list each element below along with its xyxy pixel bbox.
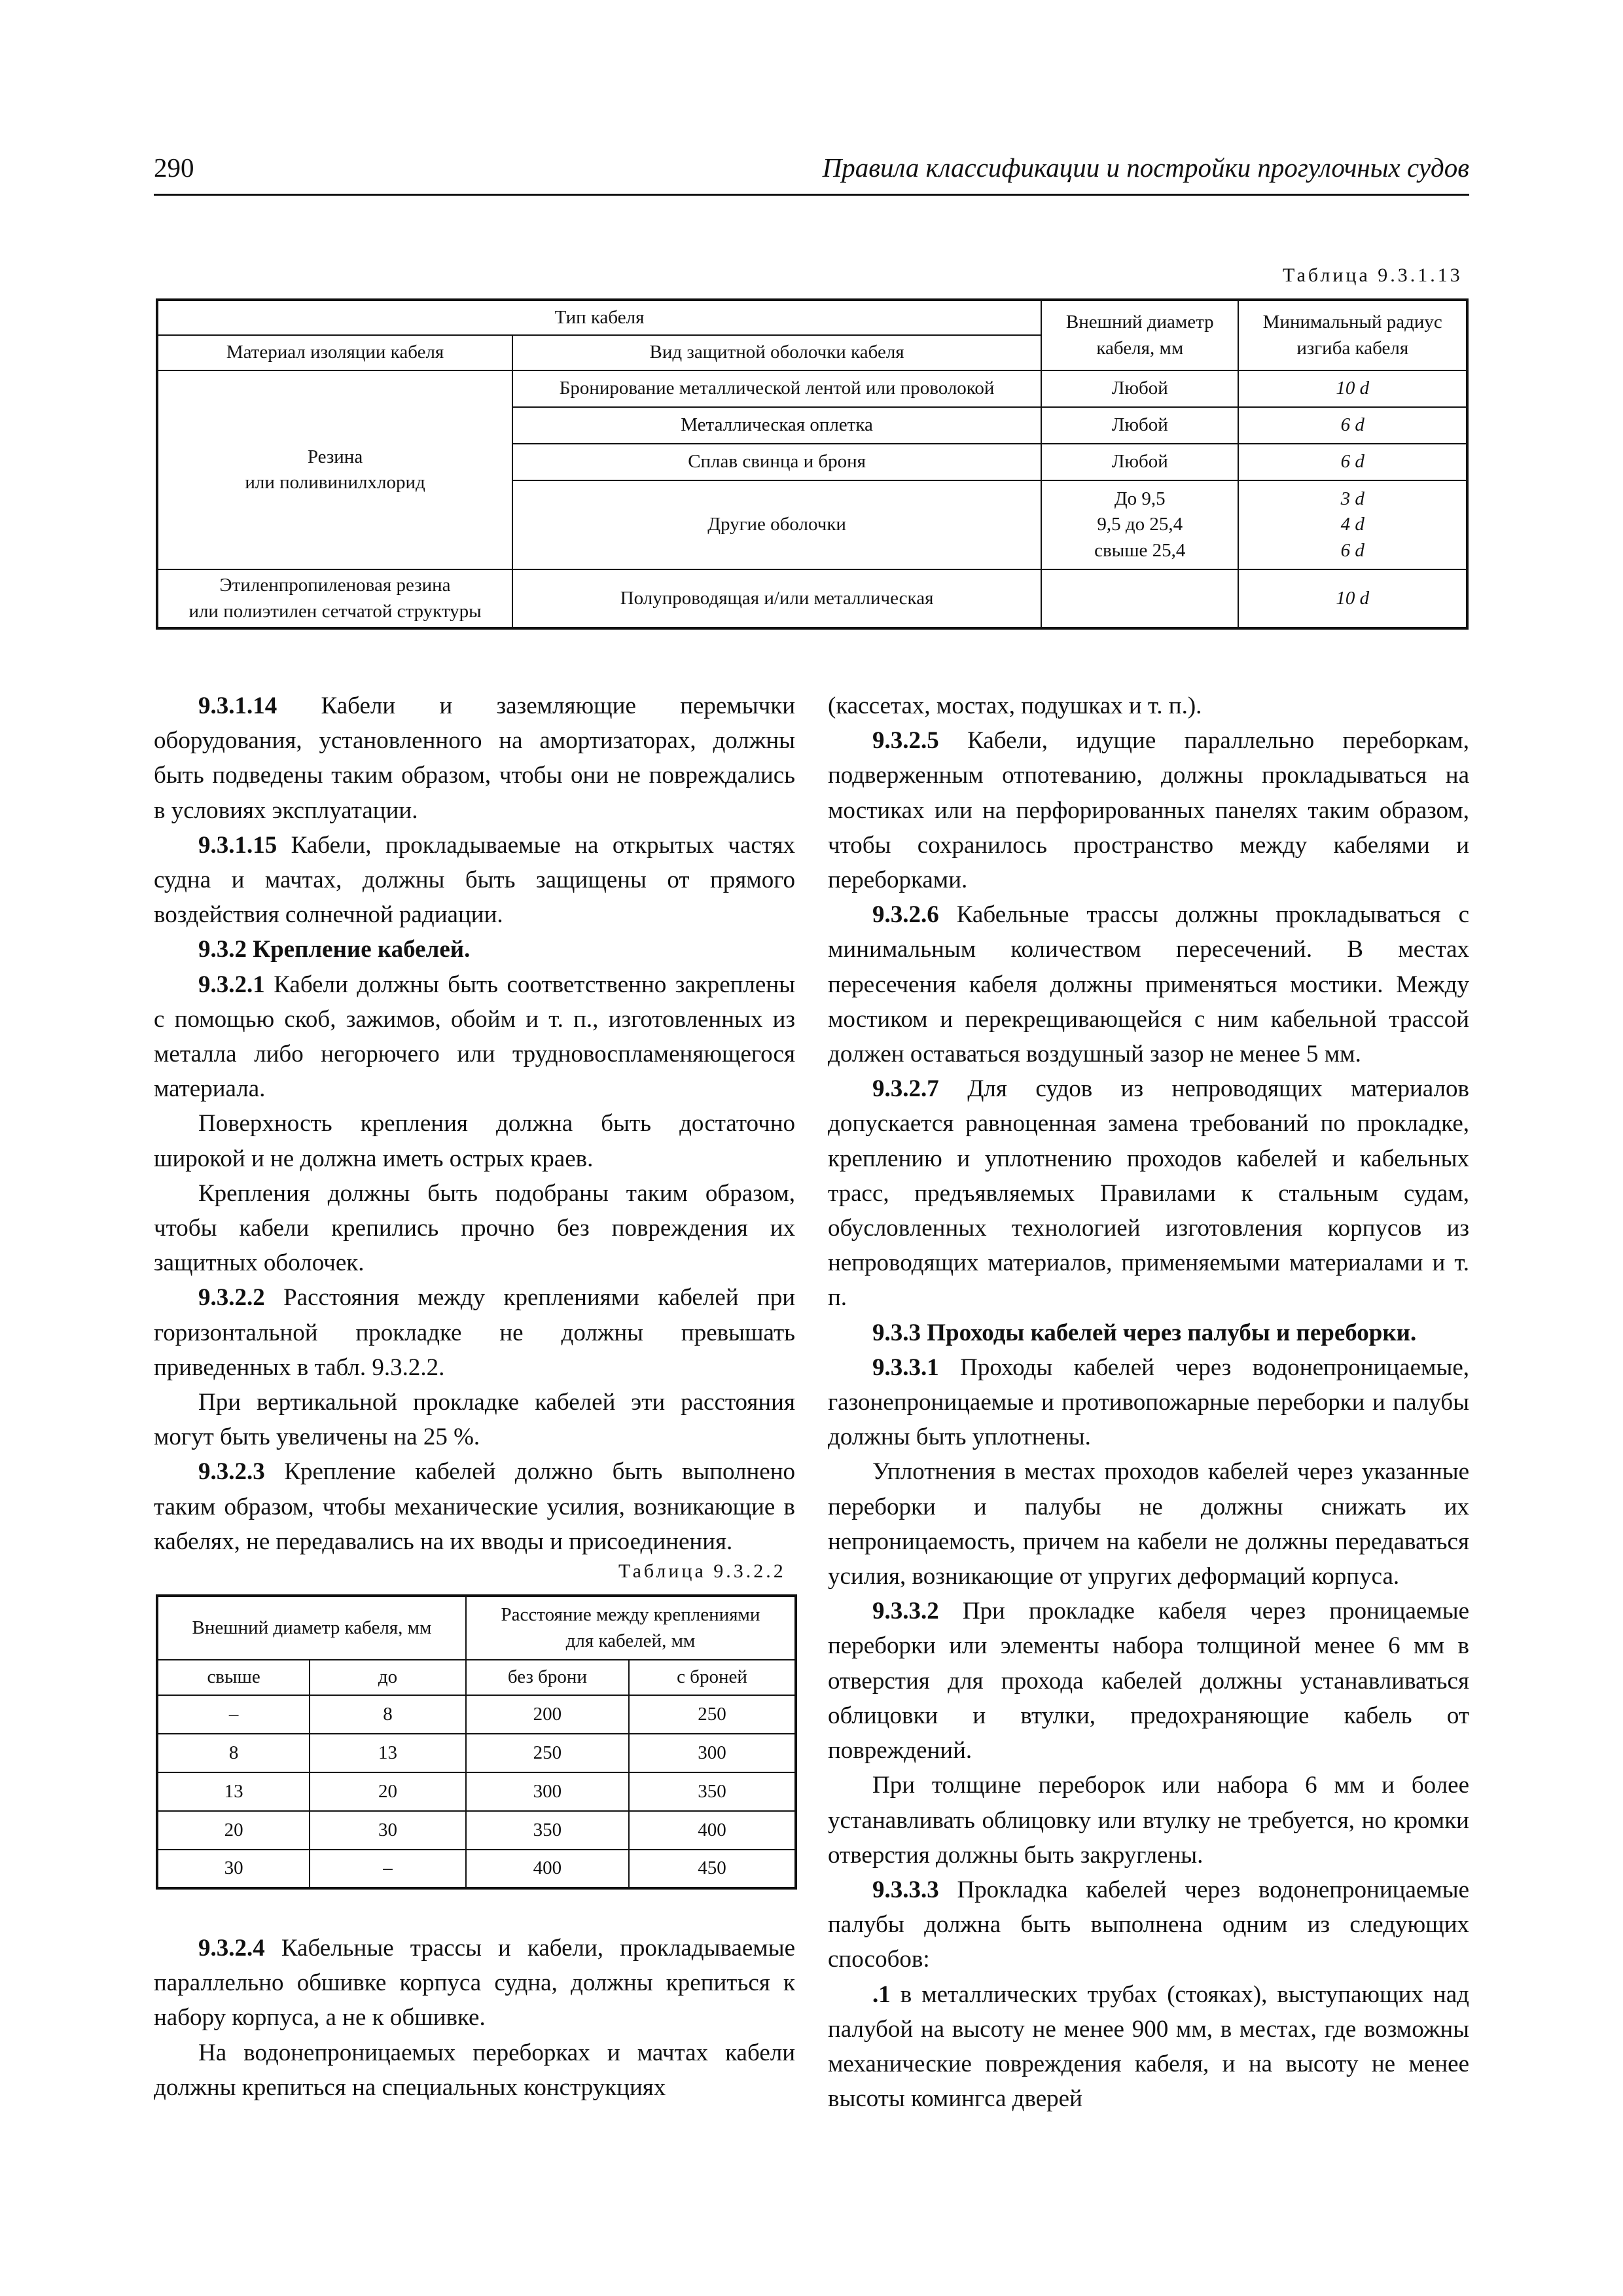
cable-bend-radius-table — [156, 298, 1469, 630]
table-cell: 10 d — [1238, 569, 1467, 628]
table-cell: 6 d — [1238, 444, 1467, 480]
table-cell: Сплав свинца и броня — [512, 444, 1041, 480]
running-title: Правила классификации и постройки прогулочных судов — [822, 152, 1469, 183]
paragraph: Крепления должны быть подобраны таким образом, чтобы кабели крепились прочно без повреждения их защитных оболочек. — [154, 1179, 795, 1277]
table-header-cell: Внешний диаметр кабеля, мм — [1041, 300, 1238, 370]
paragraph: 9.3.2.3 Крепление кабелей должно быть выполнено таким образом, чтобы механические усилия, возникающие в кабелях, не передавались на их вводы и присоединения. — [154, 1458, 795, 1555]
page-number: 290 — [154, 152, 194, 183]
paragraph: Уплотнения в местах проходов кабелей через указанные переборки и палубы не должны снижать их непроницаемость, причем на кабели не должны передаваться усилия, возникающие от упругих деформаций корпуса. — [828, 1458, 1469, 1590]
table-caption: Таблица 9.3.2.2 — [618, 1560, 786, 1582]
paragraph: 9.3.1.15 Кабели, прокладываемые на открытых частях судна и мачтах, должны быть защищены от прямого воздействия солнечной радиации. — [154, 831, 795, 929]
fastening-distance-table — [156, 1594, 797, 1890]
table-header-cell: Расстояние между креплениями для кабелей, мм — [466, 1596, 796, 1660]
paragraph: На водонепроницаемых переборках и мачтах кабели должны крепиться на специальных конструкциях — [154, 2039, 795, 2101]
table-cell: Другие оболочки — [512, 480, 1041, 569]
table-cell: 3 d 4 d 6 d — [1238, 480, 1467, 569]
table-cell-material: Этиленпропиленовая резина или полиэтилен сетчатой структуры — [157, 569, 512, 628]
paragraph: 9.3.2.5 Кабели, идущие параллельно переборкам, подверженным отпотеванию, должны прокладываться на мостиках или на перфорированных панелях таким образом, чтобы сохранилось пространство между кабелями и переборками. — [828, 727, 1469, 894]
right-column — [828, 689, 1469, 2116]
table-row: 30 – 400 450 — [157, 1850, 796, 1888]
list-item: .1 в металлических трубах (стояках), выступающих над палубой на высоту не менее 900 мм, в местах, где возможны механические повреждения кабеля, и на высоту не менее высоты комингса дверей — [828, 1981, 1469, 2113]
paragraph: 9.3.2.2 Расстояния между креплениями кабелей при горизонтальной прокладке не должны превышать приведенных в табл. 9.3.2.2. — [154, 1284, 795, 1381]
paragraph: (кассетах, мостах, подушках и т. п.). — [828, 692, 1202, 719]
table-header-cell: Материал изоляции кабеля — [157, 335, 512, 370]
table-cell: Полупроводящая и/или металлическая — [512, 569, 1041, 628]
table-caption: Таблица 9.3.1.13 — [1283, 264, 1463, 286]
paragraph: 9.3.3.3 Прокладка кабелей через водонепроницаемые палубы должна быть выполнена одним из следующих способов: — [828, 1876, 1469, 1973]
table-cell: Любой — [1041, 407, 1238, 444]
paragraph: 9.3.2.1 Кабели должны быть соответственно закреплены с помощью скоб, зажимов, обойм и т. п., изготовленных из металла либо негорючего или трудновоспламеняющегося материала. — [154, 971, 795, 1103]
table-cell — [1041, 569, 1238, 628]
paragraph: При вертикальной прокладке кабелей эти расстояния могут быть увеличены на 25 %. — [154, 1389, 795, 1451]
table-row: 13 20 300 350 — [157, 1772, 796, 1811]
paragraph: Поверхность крепления должна быть достаточно широкой и не должна иметь острых краев. — [154, 1110, 795, 1172]
section-heading: 9.3.2 Крепление кабелей. — [198, 936, 471, 963]
left-column-bottom — [154, 1931, 795, 2105]
table-header-cell: без брони — [466, 1660, 629, 1695]
paragraph: 9.3.2.6 Кабельные трассы должны прокладываться с минимальным количеством пересечений. В местах пересечения кабеля должны применяться мостики. Между мостиком и перекрещивающейся с ним кабельной трассой должен оставаться воздушный зазор не менее 5 мм. — [828, 901, 1469, 1068]
table-cell-material: Резина или поливинилхлорид — [157, 370, 512, 569]
table-cell: 10 d — [1238, 370, 1467, 407]
paragraph: 9.3.2.7 Для судов из непроводящих материалов допускается равноценная замена требований по прокладке, креплению и уплотнению проходов кабелей и кабельных трасс, предъявляемых Правилами к стальным судам, обусловленных технологией изготовления корпусов из непроводящих материалов, применяемыми материалами и т. п. — [828, 1075, 1469, 1312]
table-header-cell: с броней — [629, 1660, 796, 1695]
left-column-top — [154, 689, 795, 1559]
table-cell: Бронирование металлической лентой или проволокой — [512, 370, 1041, 407]
table-cell: 6 d — [1238, 407, 1467, 444]
paragraph: 9.3.3.1 Проходы кабелей через водонепроницаемые, газонепроницаемые и противопожарные переборки и палубы должны быть уплотнены. — [828, 1354, 1469, 1451]
table-row: 8 13 250 300 — [157, 1734, 796, 1772]
paragraph: 9.3.1.14 Кабели и заземляющие перемычки оборудования, установленного на амортизаторах, должны быть подведены таким образом, чтобы они не повреждались в условиях эксплуатации. — [154, 692, 795, 824]
table-header-cell: Минимальный радиус изгиба кабеля — [1238, 300, 1467, 370]
paragraph: 9.3.2.4 Кабельные трассы и кабели, прокладываемые параллельно обшивке корпуса судна, должны крепиться к набору корпуса, а не к обшивке. — [154, 1935, 795, 2032]
table-cell: Любой — [1041, 444, 1238, 480]
table-cell: До 9,5 9,5 до 25,4 свыше 25,4 — [1041, 480, 1238, 569]
paragraph: При толщине переборок или набора 6 мм и более устанавливать облицовку или втулку не требуется, но кромки отверстия должны быть закруглены. — [828, 1772, 1469, 1869]
table-header-cell: Внешний диаметр кабеля, мм — [157, 1596, 466, 1660]
table-header-cell: до — [310, 1660, 466, 1695]
table-cell: Металлическая оплетка — [512, 407, 1041, 444]
table-header-cell: Тип кабеля — [157, 300, 1041, 335]
header-rule — [154, 194, 1469, 196]
table-row: – 8 200 250 — [157, 1695, 796, 1734]
section-heading: 9.3.3 Проходы кабелей через палубы и переборки. — [872, 1319, 1417, 1346]
paragraph: 9.3.3.2 При прокладке кабеля через проницаемые переборки или элементы набора толщиной менее 6 мм в отверстия для прохода кабелей должны устанавливаться облицовки и втулки, предохраняющие кабель от повреждений. — [828, 1598, 1469, 1765]
table-cell: Любой — [1041, 370, 1238, 407]
table-row: 20 30 350 400 — [157, 1811, 796, 1850]
table-header-cell: свыше — [157, 1660, 310, 1695]
running-header — [154, 152, 1469, 191]
table-header-cell: Вид защитной оболочки кабеля — [512, 335, 1041, 370]
